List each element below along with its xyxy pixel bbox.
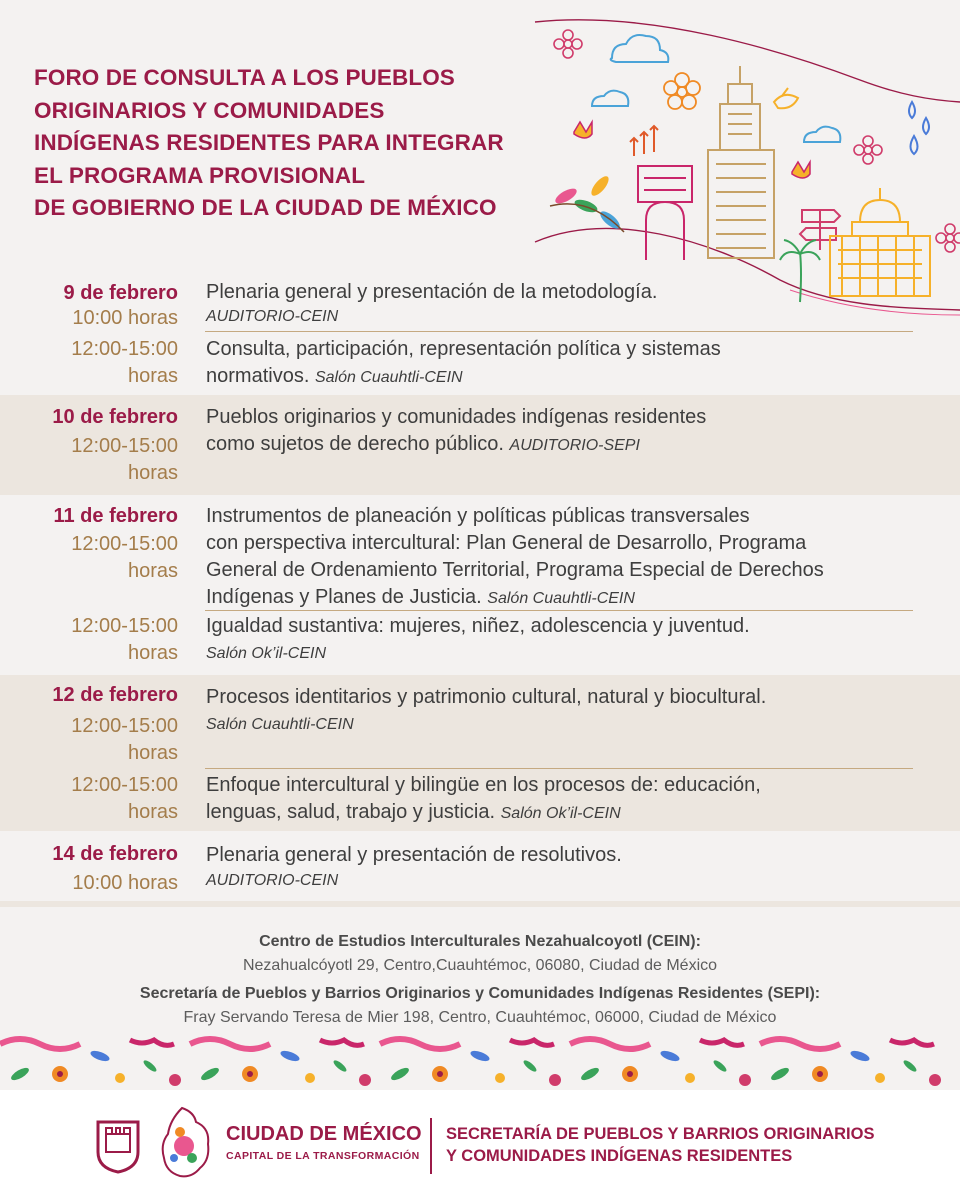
time-unit: horas <box>127 642 178 664</box>
session-description <box>206 684 926 738</box>
time-label: 10:00 horas <box>72 872 178 894</box>
time-label <box>71 613 178 667</box>
session-description <box>206 842 926 893</box>
time-label <box>71 713 178 767</box>
venue-label: Salón Cuauhtli-CEIN <box>487 590 635 607</box>
time-label <box>71 531 178 585</box>
temple-icon <box>638 166 692 260</box>
session-title: General de Ordenamiento Territorial, Programa Especial de Derechos <box>206 559 824 581</box>
coat-of-arms-icon <box>94 1118 142 1174</box>
schedule-day-feb12 <box>0 675 960 831</box>
secretariat-line: Y COMUNIDADES INDÍGENAS RESIDENTES <box>446 1147 793 1165</box>
session-title: Indígenas y Planes de Justicia. <box>206 586 482 608</box>
address-cein <box>0 930 960 978</box>
session-description <box>206 613 926 667</box>
city-name: CIUDAD DE MÉXICO <box>226 1123 422 1145</box>
schedule-day-feb14 <box>0 833 960 901</box>
drop-icon <box>909 102 929 154</box>
title-line-4: EL PROGRAMA PROVISIONAL <box>34 162 366 188</box>
schedule-day-feb11 <box>0 496 960 674</box>
session-title: como sujetos de derecho público. <box>206 433 504 455</box>
secretariat-name <box>446 1123 874 1167</box>
bird-icon <box>774 88 798 108</box>
venue-label: AUDITORIO-CEIN <box>206 872 339 889</box>
address-title: Secretaría de Pueblos y Barrios Originarios y Comunidades Indígenas Residentes (SEPI): <box>139 985 821 1002</box>
divider <box>205 768 913 769</box>
session-title: Procesos identitarios y patrimonio cultural, natural y biocultural. <box>206 686 767 708</box>
secretariat-line: SECRETARÍA DE PUEBLOS Y BARRIOS ORIGINARIOS <box>446 1125 875 1143</box>
time-label <box>71 336 178 390</box>
city-logo-text <box>226 1122 422 1162</box>
session-description <box>206 279 926 328</box>
flower-icon <box>936 224 960 252</box>
venue-label: AUDITORIO-CEIN <box>206 308 339 325</box>
address-line: Nezahualcóyotl 29, Centro,Cuauhtémoc, 06080, Ciudad de México <box>242 957 718 974</box>
session-title: con perspectiva intercultural: Plan General de Desarrollo, Programa <box>206 532 807 554</box>
date-label: 9 de febrero <box>63 282 178 304</box>
page-title <box>34 62 574 225</box>
session-title: Enfoque intercultural y bilingüe en los procesos de: educación, <box>206 774 761 796</box>
time-label <box>71 772 178 826</box>
venue-label: Salón Ok’il-CEIN <box>500 805 621 822</box>
address-title: Centro de Estudios Interculturales Nezahualcoyotl (CEIN): <box>259 933 701 950</box>
session-description <box>206 503 926 612</box>
divider <box>205 331 913 332</box>
time-label: 10:00 horas <box>72 307 178 329</box>
signpost-icon <box>800 210 840 250</box>
session-description <box>206 772 926 827</box>
leaves-icon <box>550 174 624 232</box>
flower-icon <box>554 30 582 58</box>
time-range: 12:00-15:00 <box>71 533 178 555</box>
session-title: Igualdad sustantiva: mujeres, niñez, adolescencia y juventud. <box>206 615 750 637</box>
session-title: Consulta, participación, representación política y sistemas <box>206 338 721 360</box>
venue-label: Salón Cuauhtli-CEIN <box>206 716 354 733</box>
time-range: 12:00-15:00 <box>71 715 178 737</box>
time-unit: horas <box>127 560 178 582</box>
title-line-1: FORO DE CONSULTA A LOS PUEBLOS <box>34 65 455 90</box>
flower-icon <box>854 136 882 164</box>
footer-divider <box>430 1118 432 1174</box>
session-title: normativos. <box>206 365 310 387</box>
flower-icon <box>664 73 700 109</box>
time-range: 12:00-15:00 <box>71 338 178 360</box>
time-unit: horas <box>127 462 178 484</box>
cloud-icon <box>592 35 840 142</box>
city-tagline: CAPITAL DE LA TRANSFORMACIÓN <box>226 1150 420 1162</box>
time-unit: horas <box>127 801 178 823</box>
time-unit: horas <box>127 365 178 387</box>
date-label: 11 de febrero <box>53 505 178 527</box>
session-description <box>206 404 926 459</box>
tower-icon <box>708 66 774 258</box>
schedule-day-feb9 <box>0 274 960 392</box>
title-line-3: INDÍGENAS RESIDENTES PARA INTEGRAR <box>34 130 504 156</box>
time-unit: horas <box>127 742 178 764</box>
session-title: lenguas, salud, trabajo y justicia. <box>206 801 496 823</box>
session-description <box>206 336 926 391</box>
session-title: Plenaria general y presentación de resolutivos. <box>206 844 622 866</box>
time-range: 12:00-15:00 <box>71 435 178 457</box>
title-line-2: ORIGINARIOS Y COMUNIDADES <box>34 97 385 123</box>
time-range: 12:00-15:00 <box>71 615 178 637</box>
venue-label: Salón Cuauhtli-CEIN <box>314 369 463 386</box>
session-title: Instrumentos de planeación y políticas públicas transversales <box>206 505 750 527</box>
city-map-logo-icon <box>158 1106 214 1180</box>
session-title: Pueblos originarios y comunidades indígenas residentes <box>206 406 707 428</box>
date-label: 10 de febrero <box>52 406 178 428</box>
date-label: 12 de febrero <box>52 684 178 706</box>
time-range: 12:00-15:00 <box>71 774 178 796</box>
schedule-day-feb10 <box>0 395 960 495</box>
venue-label: AUDITORIO-SEPI <box>509 437 640 454</box>
time-label <box>71 433 178 487</box>
title-line-5: DE GOBIERNO DE LA CIUDAD DE MÉXICO <box>34 195 497 221</box>
session-title: Plenaria general y presentación de la metodología. <box>206 281 658 303</box>
address-line: Fray Servando Teresa de Mier 198, Centro, Cuauhtémoc, 06000, Ciudad de México <box>183 1009 777 1026</box>
divider-band <box>0 901 960 907</box>
venue-label: Salón Ok’il-CEIN <box>206 645 327 662</box>
header <box>0 0 960 290</box>
date-label: 14 de febrero <box>52 843 178 865</box>
decorative-border <box>0 1034 960 1090</box>
address-sepi <box>0 982 960 1030</box>
divider <box>205 610 913 611</box>
